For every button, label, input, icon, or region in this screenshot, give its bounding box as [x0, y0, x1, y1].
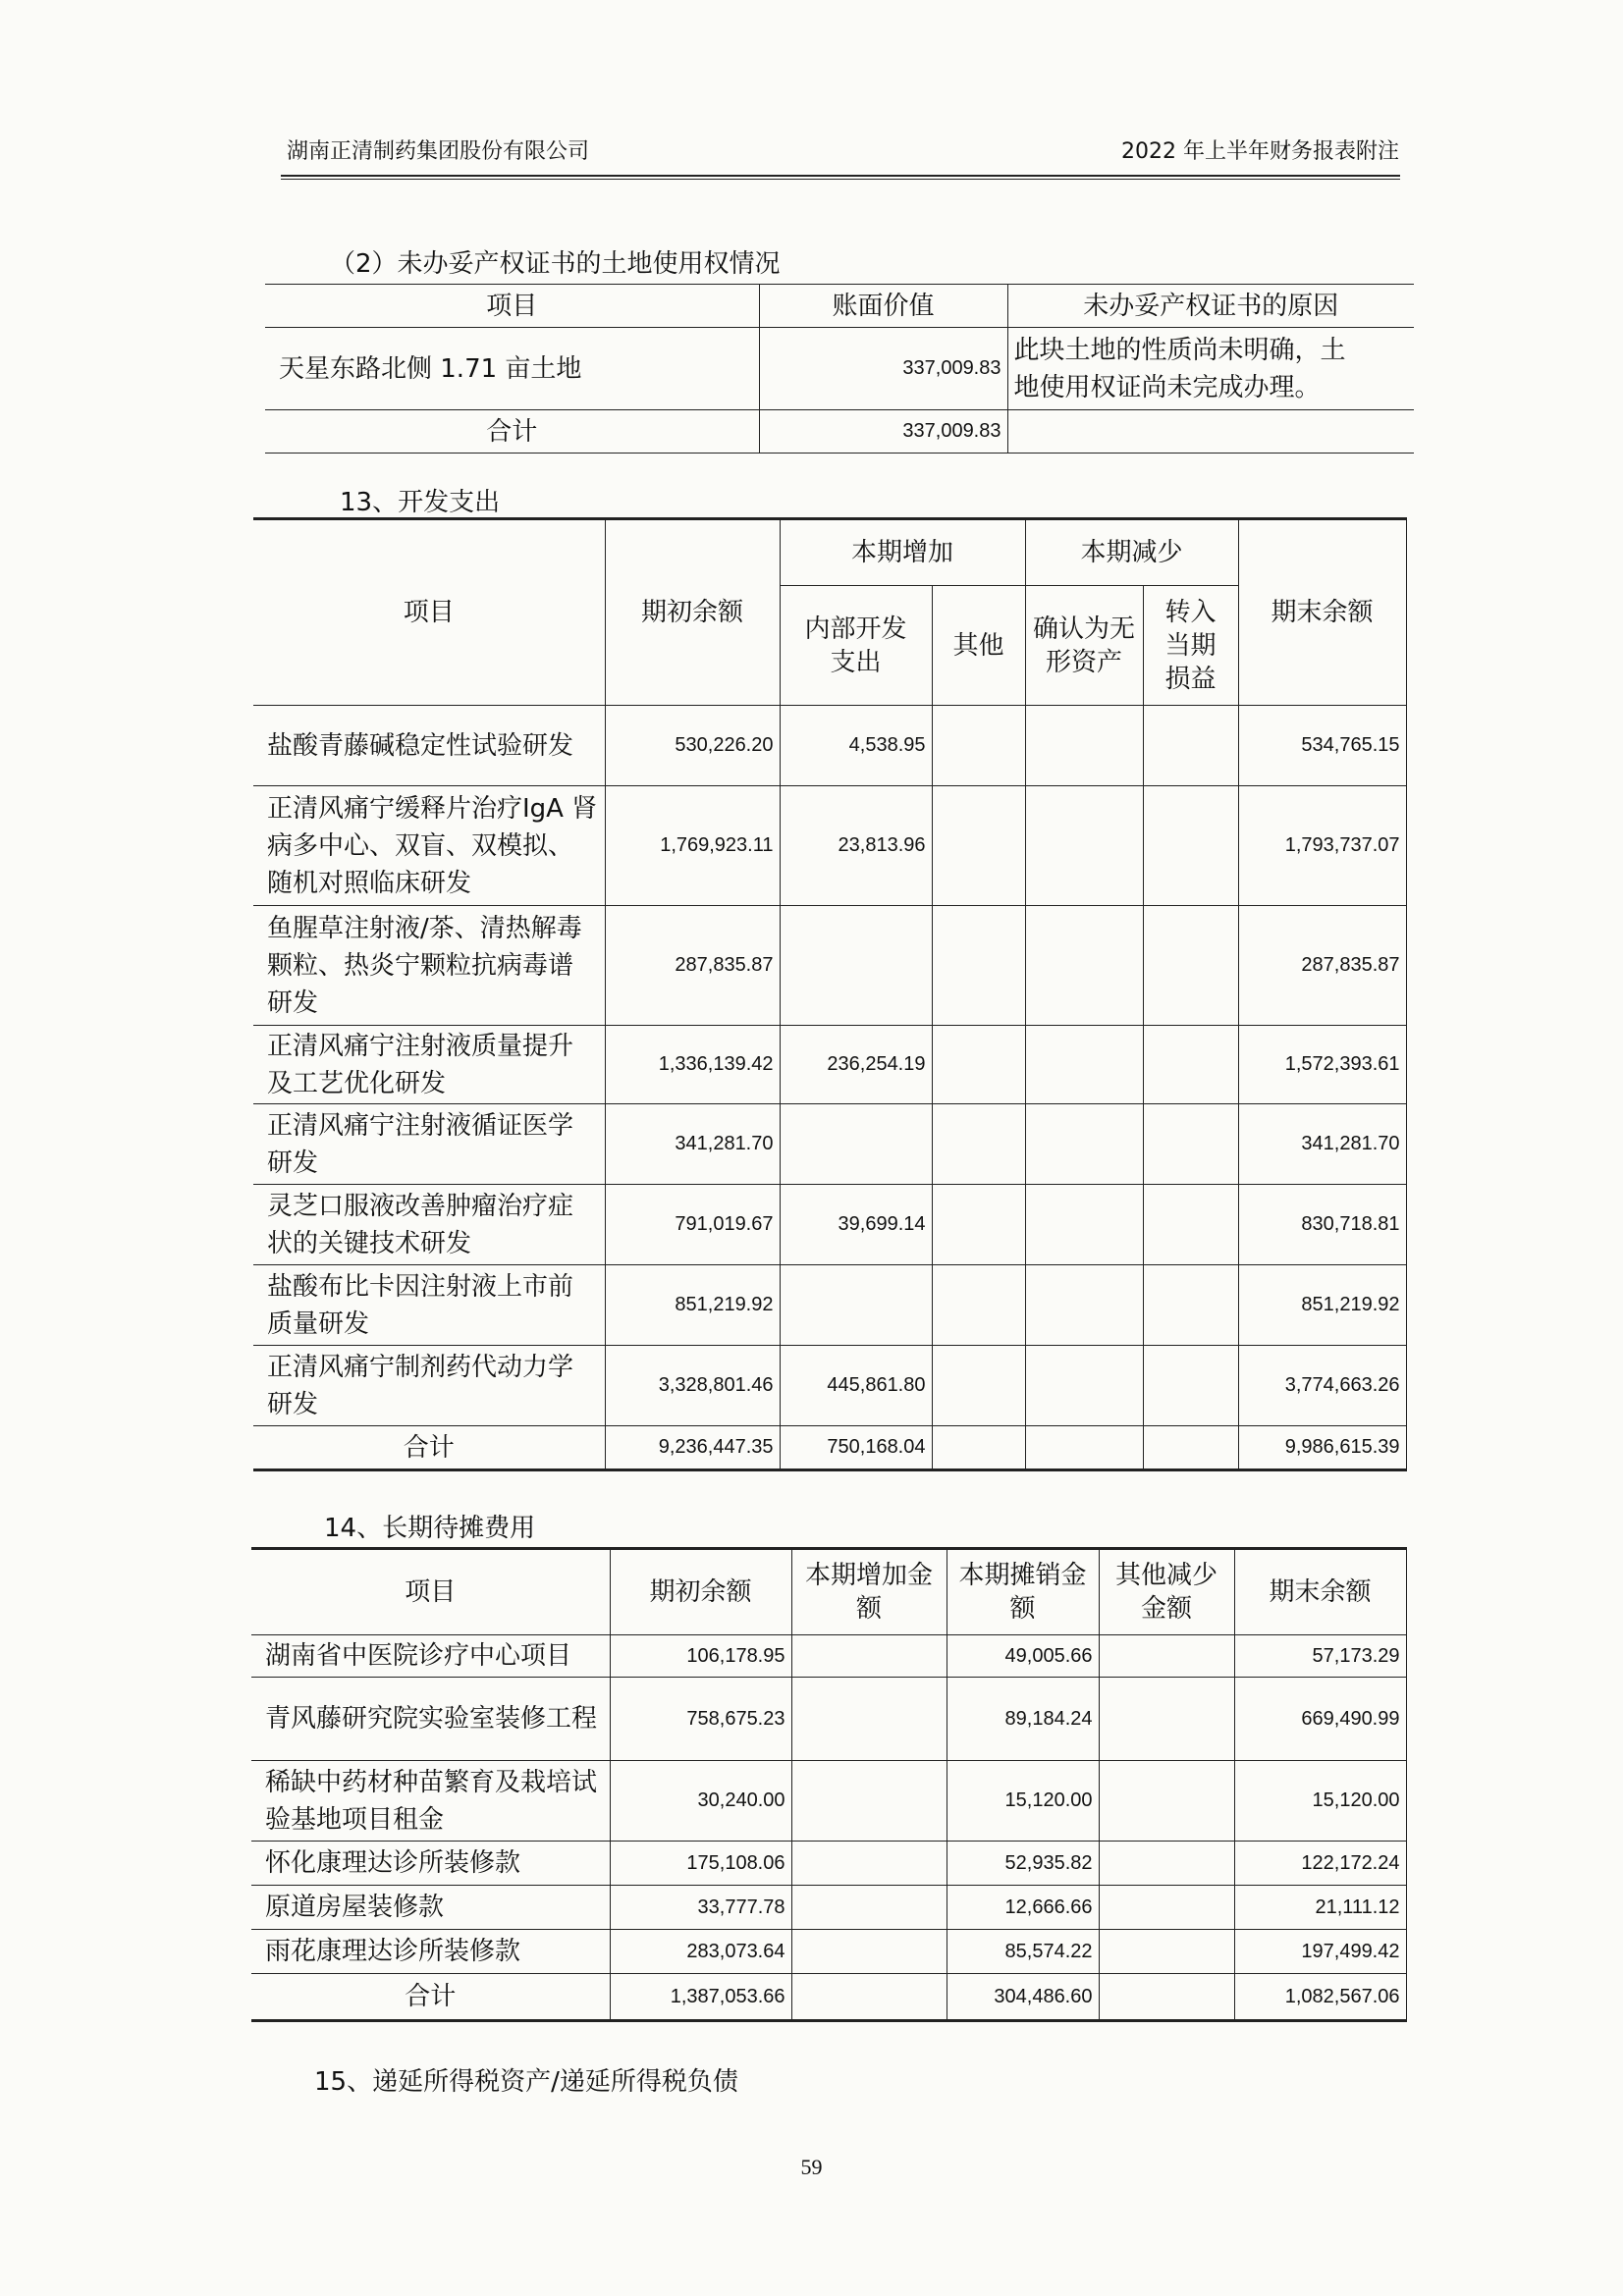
dev-row-intangible	[1025, 906, 1143, 1026]
dev-total-other	[932, 1426, 1025, 1470]
prepaid-total-label: 合计	[251, 1974, 610, 2021]
header-rule-thin	[281, 179, 1400, 180]
prepaid-total-other-decrease	[1099, 1974, 1234, 2021]
dev-row-name: 灵芝口服液改善肿瘤治疗症状的关键技术研发	[253, 1185, 605, 1265]
dev-row-intangible	[1025, 786, 1143, 906]
dev-row-opening: 287,835.87	[605, 906, 780, 1026]
dev-total-label: 合计	[253, 1426, 605, 1470]
prepaid-row-amortized: 49,005.66	[947, 1635, 1099, 1678]
prepaid-row-increase	[791, 1930, 947, 1974]
dev-header-closing: 期末余额	[1238, 519, 1406, 706]
dev-row-intangible	[1025, 706, 1143, 786]
prepaid-row-increase	[791, 1635, 947, 1678]
dev-row-opening: 851,219.92	[605, 1265, 780, 1346]
prepaid-row-name: 怀化康理达诊所装修款	[251, 1842, 610, 1886]
table-row	[265, 328, 1414, 410]
dev-row-internal	[780, 906, 932, 1026]
dev-row-to-pl	[1143, 1026, 1238, 1104]
table-row	[251, 1678, 1406, 1761]
prepaid-row-amortized: 15,120.00	[947, 1761, 1099, 1842]
table-row	[253, 1346, 1406, 1426]
land-total-reason-empty	[1007, 410, 1414, 454]
header-rule	[281, 175, 1400, 177]
col-header-reason: 未办妥产权证书的原因	[1007, 285, 1414, 328]
prepaid-row-name: 雨花康理达诊所装修款	[251, 1930, 610, 1974]
prepaid-row-opening: 106,178.95	[610, 1635, 791, 1678]
dev-header-internal: 内部开发支出	[780, 586, 932, 706]
prepaid-row-closing: 669,490.99	[1234, 1678, 1406, 1761]
dev-total-closing: 9,986,615.39	[1238, 1426, 1406, 1470]
dev-row-closing: 1,793,737.07	[1238, 786, 1406, 906]
table-row	[253, 706, 1406, 786]
prepaid-row-closing: 21,111.12	[1234, 1886, 1406, 1930]
dev-row-name: 正清风痛宁缓释片治疗IgA 肾病多中心、双盲、双模拟、随机对照临床研发	[253, 786, 605, 906]
dev-row-internal: 4,538.95	[780, 706, 932, 786]
land-book-value: 337,009.83	[759, 328, 1007, 410]
dev-row-opening: 3,328,801.46	[605, 1346, 780, 1426]
prepaid-row-other-decrease	[1099, 1761, 1234, 1842]
prepaid-row-opening: 33,777.78	[610, 1886, 791, 1930]
col-header-book-value: 账面价值	[759, 285, 1007, 328]
dev-total-opening: 9,236,447.35	[605, 1426, 780, 1470]
dev-row-opening: 530,226.20	[605, 706, 780, 786]
total-row	[253, 1426, 1406, 1470]
prepaid-row-increase	[791, 1842, 947, 1886]
table-row	[253, 1104, 1406, 1185]
col-header-item: 项目	[265, 285, 759, 328]
prepaid-row-closing: 15,120.00	[1234, 1761, 1406, 1842]
prepaid-header-increase: 本期增加金额	[791, 1549, 947, 1635]
dev-section-title: 13、开发支出	[340, 488, 501, 517]
prepaid-header-opening: 期初余额	[610, 1549, 791, 1635]
prepaid-row-amortized: 52,935.82	[947, 1842, 1099, 1886]
dev-row-to-pl	[1143, 1346, 1238, 1426]
dev-table	[253, 517, 1407, 1471]
prepaid-row-amortized: 85,574.22	[947, 1930, 1099, 1974]
table-row	[253, 1026, 1406, 1104]
prepaid-row-other-decrease	[1099, 1635, 1234, 1678]
dev-header-decrease: 本期减少	[1025, 519, 1238, 586]
dev-row-intangible	[1025, 1026, 1143, 1104]
land-item: 天星东路北侧 1.71 亩土地	[265, 328, 759, 410]
prepaid-row-other-decrease	[1099, 1842, 1234, 1886]
prepaid-total-closing: 1,082,567.06	[1234, 1974, 1406, 2021]
land-table	[265, 284, 1414, 454]
dev-header-opening: 期初余额	[605, 519, 780, 706]
prepaid-total-increase	[791, 1974, 947, 2021]
dev-row-other	[932, 786, 1025, 906]
dev-row-closing: 287,835.87	[1238, 906, 1406, 1026]
dev-row-intangible	[1025, 1346, 1143, 1426]
dev-row-to-pl	[1143, 786, 1238, 906]
dev-header-item: 项目	[253, 519, 605, 706]
dev-row-to-pl	[1143, 1265, 1238, 1346]
dev-row-intangible	[1025, 1104, 1143, 1185]
dev-row-internal: 236,254.19	[780, 1026, 932, 1104]
dev-row-other	[932, 1265, 1025, 1346]
dev-row-internal: 445,861.80	[780, 1346, 932, 1426]
prepaid-row-name: 湖南省中医院诊疗中心项目	[251, 1635, 610, 1678]
dev-row-closing: 534,765.15	[1238, 706, 1406, 786]
table-row	[253, 1265, 1406, 1346]
prepaid-header-item: 项目	[251, 1549, 610, 1635]
dev-header-to-pl: 转入当期损益	[1143, 586, 1238, 706]
dev-row-closing: 1,572,393.61	[1238, 1026, 1406, 1104]
dev-row-closing: 341,281.70	[1238, 1104, 1406, 1185]
table-row	[251, 1635, 1406, 1678]
dev-row-name: 正清风痛宁注射液质量提升及工艺优化研发	[253, 1026, 605, 1104]
table-row	[253, 786, 1406, 906]
land-reason-line1: 此块土地的性质尚未明确，土	[1013, 335, 1346, 365]
dev-row-intangible	[1025, 1265, 1143, 1346]
prepaid-row-amortized: 12,666.66	[947, 1886, 1099, 1930]
table-row	[253, 1185, 1406, 1265]
dev-row-name: 盐酸布比卡因注射液上市前质量研发	[253, 1265, 605, 1346]
prepaid-total-amortized: 304,486.60	[947, 1974, 1099, 2021]
dev-row-other	[932, 1104, 1025, 1185]
dev-row-intangible	[1025, 1185, 1143, 1265]
prepaid-table	[251, 1547, 1407, 2022]
dev-row-internal	[780, 1265, 932, 1346]
dev-row-to-pl	[1143, 1185, 1238, 1265]
dev-row-other	[932, 1185, 1025, 1265]
dev-row-opening: 1,336,139.42	[605, 1026, 780, 1104]
land-section-title: （2）未办妥产权证书的土地使用权情况	[330, 249, 781, 279]
prepaid-row-closing: 57,173.29	[1234, 1635, 1406, 1678]
dev-row-internal: 39,699.14	[780, 1185, 932, 1265]
prepaid-row-name: 稀缺中药材种苗繁育及栽培试验基地项目租金	[251, 1761, 610, 1842]
dev-total-internal: 750,168.04	[780, 1426, 932, 1470]
dev-row-other	[932, 906, 1025, 1026]
dev-header-intangible: 确认为无形资产	[1025, 586, 1143, 706]
prepaid-row-increase	[791, 1886, 947, 1930]
land-total-value: 337,009.83	[759, 410, 1007, 454]
dev-row-closing: 851,219.92	[1238, 1265, 1406, 1346]
table-row	[251, 1886, 1406, 1930]
dev-row-name: 正清风痛宁注射液循证医学研发	[253, 1104, 605, 1185]
prepaid-section-title: 14、长期待摊费用	[324, 1514, 536, 1543]
land-reason-line2: 地使用权证尚未完成办理。	[1013, 372, 1321, 402]
prepaid-row-name: 青风藤研究院实验室装修工程	[251, 1678, 610, 1761]
total-row	[265, 410, 1414, 454]
prepaid-header-amortized: 本期摊销金额	[947, 1549, 1099, 1635]
dev-row-opening: 791,019.67	[605, 1185, 780, 1265]
dev-row-name: 鱼腥草注射液/茶、清热解毒颗粒、热炎宁颗粒抗病毒谱研发	[253, 906, 605, 1026]
page-number: 59	[800, 2155, 823, 2179]
prepaid-row-closing: 122,172.24	[1234, 1842, 1406, 1886]
dev-row-opening: 341,281.70	[605, 1104, 780, 1185]
company-name: 湖南正清制药集团股份有限公司	[287, 139, 590, 164]
table-row	[253, 906, 1406, 1026]
report-title: 2022 年上半年财务报表附注	[1121, 139, 1399, 164]
land-total-label: 合计	[265, 410, 759, 454]
dev-row-to-pl	[1143, 706, 1238, 786]
deferred-tax-section-title: 15、递延所得税资产/递延所得税负债	[314, 2067, 738, 2097]
dev-row-internal	[780, 1104, 932, 1185]
table-row	[251, 1930, 1406, 1974]
dev-row-other	[932, 1026, 1025, 1104]
prepaid-row-other-decrease	[1099, 1678, 1234, 1761]
dev-row-internal: 23,813.96	[780, 786, 932, 906]
prepaid-total-opening: 1,387,053.66	[610, 1974, 791, 2021]
prepaid-row-opening: 30,240.00	[610, 1761, 791, 1842]
prepaid-row-name: 原道房屋装修款	[251, 1886, 610, 1930]
dev-row-other	[932, 706, 1025, 786]
dev-row-closing: 830,718.81	[1238, 1185, 1406, 1265]
dev-total-intangible	[1025, 1426, 1143, 1470]
table-row	[251, 1842, 1406, 1886]
dev-row-other	[932, 1346, 1025, 1426]
prepaid-row-increase	[791, 1761, 947, 1842]
dev-row-name: 盐酸青藤碱稳定性试验研发	[253, 706, 605, 786]
prepaid-row-amortized: 89,184.24	[947, 1678, 1099, 1761]
dev-row-to-pl	[1143, 906, 1238, 1026]
dev-row-closing: 3,774,663.26	[1238, 1346, 1406, 1426]
dev-row-to-pl	[1143, 1104, 1238, 1185]
land-reason	[1007, 328, 1414, 410]
total-row	[251, 1974, 1406, 2021]
prepaid-header-other-decrease: 其他减少金额	[1099, 1549, 1234, 1635]
prepaid-row-opening: 758,675.23	[610, 1678, 791, 1761]
dev-header-other: 其他	[932, 586, 1025, 706]
prepaid-row-increase	[791, 1678, 947, 1761]
prepaid-header-closing: 期末余额	[1234, 1549, 1406, 1635]
prepaid-row-other-decrease	[1099, 1886, 1234, 1930]
dev-header-increase: 本期增加	[780, 519, 1025, 586]
table-row	[251, 1761, 1406, 1842]
prepaid-row-other-decrease	[1099, 1930, 1234, 1974]
prepaid-row-closing: 197,499.42	[1234, 1930, 1406, 1974]
dev-row-name: 正清风痛宁制剂药代动力学研发	[253, 1346, 605, 1426]
dev-total-to-pl	[1143, 1426, 1238, 1470]
prepaid-row-opening: 175,108.06	[610, 1842, 791, 1886]
prepaid-row-opening: 283,073.64	[610, 1930, 791, 1974]
dev-row-opening: 1,769,923.11	[605, 786, 780, 906]
